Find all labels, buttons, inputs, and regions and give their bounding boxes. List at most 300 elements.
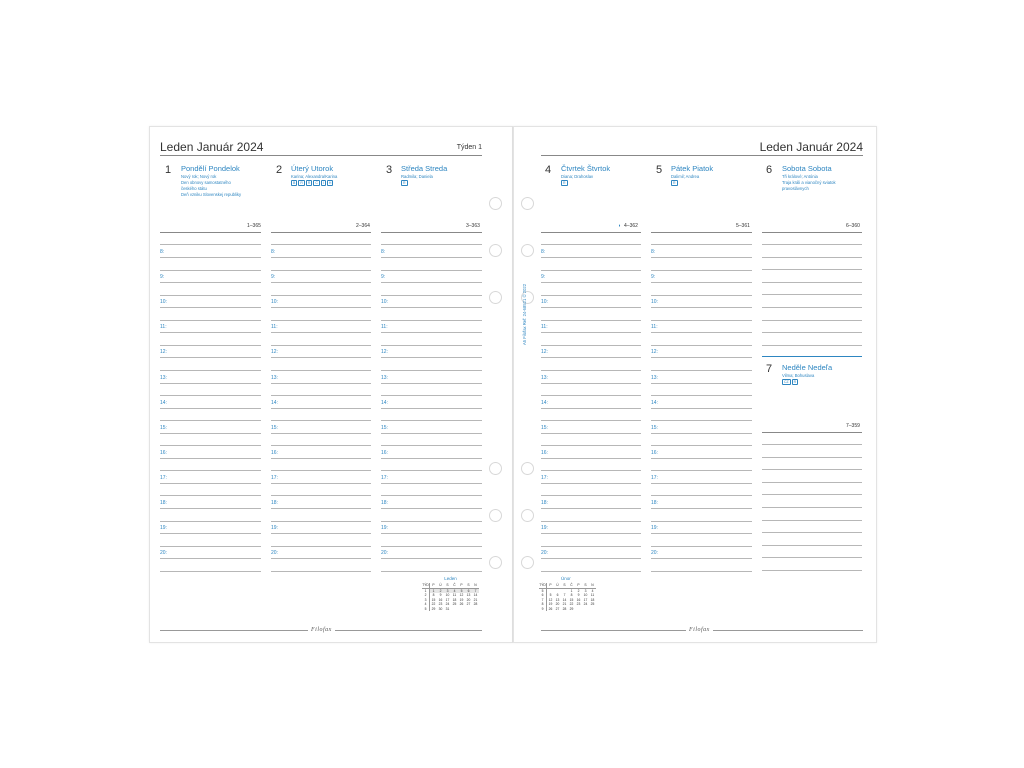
ruled-line	[271, 332, 371, 333]
ruled-line	[271, 483, 371, 484]
hour-label: 10:	[160, 299, 167, 306]
calendar-date: 16	[438, 597, 443, 602]
day-count: 3–363	[466, 223, 480, 229]
hour-label: 17:	[160, 474, 167, 481]
day-divider	[762, 356, 862, 357]
ruled-line	[160, 495, 261, 496]
calendar-date: 6	[465, 588, 472, 593]
hour-label: 19:	[160, 525, 167, 532]
ruled-line	[762, 469, 862, 470]
day-info	[561, 174, 639, 186]
ruled-line	[271, 571, 371, 572]
ruled-line	[381, 282, 482, 283]
ruled-line	[762, 557, 862, 558]
ruled-line	[160, 558, 261, 559]
calendar-date: 12	[459, 593, 464, 597]
day-info-line: Traja králi a vianočný sviatok	[782, 180, 836, 185]
ruled-line	[651, 295, 752, 296]
weekday-header: S	[561, 583, 568, 588]
hour-label: 12:	[541, 349, 548, 356]
calendar-date: 26	[548, 606, 553, 611]
ruled-line	[381, 270, 482, 271]
weekday-header: TÝD	[422, 583, 429, 587]
ruled-line	[381, 244, 482, 245]
ruled-line	[160, 357, 261, 358]
mini-calendar	[422, 576, 479, 611]
hour-label: 13:	[651, 374, 658, 381]
ruled-line	[271, 458, 371, 459]
ruled-line	[381, 433, 482, 434]
ruled-line	[271, 470, 371, 471]
calendar-date	[589, 607, 596, 612]
ruled-line	[651, 571, 752, 572]
day-top-rule	[541, 232, 641, 233]
ruled-line	[381, 408, 482, 409]
hour-label: 13:	[541, 374, 548, 381]
code-badge: C	[315, 181, 318, 185]
hour-label: 9:	[271, 274, 276, 281]
calendar-date: 24	[445, 602, 450, 606]
code-badge: R	[403, 181, 406, 185]
ruled-line	[160, 270, 261, 271]
day-name: Pondělí Pondelok	[181, 164, 240, 173]
day-name: Čtvrtek Štvrtok	[561, 164, 611, 173]
day-top-rule	[762, 232, 862, 233]
hour-label: 8:	[651, 249, 656, 255]
hour-label: 14:	[160, 399, 167, 406]
ruled-line	[541, 558, 641, 559]
calendar-date	[582, 607, 589, 612]
ruled-line	[271, 395, 371, 396]
week-number: 9	[539, 607, 547, 612]
hour-label: 15:	[541, 424, 548, 431]
ruled-line	[651, 508, 752, 509]
calendar-date: 13	[466, 593, 471, 597]
calendar-date: 8	[570, 593, 573, 597]
ruled-line	[762, 532, 862, 533]
calendar-date	[451, 607, 458, 612]
ruled-line	[160, 571, 261, 572]
hour-label: 10:	[381, 299, 388, 306]
day-info	[181, 174, 259, 198]
calendar-date: 14	[562, 597, 567, 602]
ruled-line	[381, 558, 482, 559]
ruled-line	[762, 494, 862, 495]
hour-label: 15:	[160, 424, 167, 431]
hour-label: 12:	[160, 349, 167, 356]
ruled-line	[271, 307, 371, 308]
calendar-date: 25	[452, 602, 457, 606]
calendar-date: 8	[432, 593, 435, 597]
ruled-line	[762, 332, 862, 333]
hour-label: 18:	[160, 500, 167, 506]
day-count	[618, 223, 638, 229]
day-top-rule	[762, 432, 862, 433]
calendar-date: 2	[437, 588, 444, 593]
ruled-line	[271, 521, 371, 522]
ruled-line	[651, 445, 752, 446]
day-info-line: Karina; Alexandra/Karina	[291, 174, 338, 179]
ruled-line	[160, 244, 261, 245]
ruled-line	[271, 282, 371, 283]
ruled-line	[160, 395, 261, 396]
ruled-line	[541, 282, 641, 283]
day-number: 4	[545, 164, 552, 176]
code-badge: H	[328, 181, 332, 185]
hour-label: 11:	[160, 324, 167, 331]
calendar-date: 27	[466, 602, 471, 606]
code-badge: R	[300, 181, 303, 185]
punch-hole	[489, 197, 502, 210]
ruled-line	[651, 345, 752, 346]
weekday-header: N	[589, 583, 596, 588]
day-count-value: 4–362	[624, 223, 638, 229]
day-top-rule	[651, 232, 752, 233]
ruled-line	[381, 383, 482, 384]
ruled-line	[541, 433, 641, 434]
calendar-date: 4	[451, 588, 458, 593]
ruled-line	[651, 558, 752, 559]
hour-label: 20:	[160, 550, 167, 557]
punch-hole	[489, 462, 502, 475]
hour-label: 15:	[381, 424, 388, 431]
ruled-line	[651, 332, 752, 333]
ruled-line	[381, 521, 482, 522]
calendar-date: 13	[555, 597, 560, 602]
ruled-line	[651, 395, 752, 396]
ruled-line	[271, 533, 371, 534]
ruled-line	[160, 345, 261, 346]
ruled-line	[381, 508, 482, 509]
hour-label: 9:	[381, 274, 386, 281]
calendar-date: 17	[583, 597, 588, 602]
calendar-date: 15	[431, 597, 436, 602]
punch-hole	[521, 244, 534, 257]
ruled-line	[160, 420, 261, 421]
ruled-line	[651, 458, 752, 459]
ruled-line	[271, 420, 371, 421]
day-info-line: Vilma; Bohuslava	[782, 373, 815, 378]
day-number: 3	[386, 164, 393, 176]
week-number: 5	[539, 588, 547, 593]
ruled-line	[541, 320, 641, 321]
weekday-header: P	[430, 583, 438, 588]
ruled-line	[381, 320, 482, 321]
hour-label: 16:	[541, 449, 548, 456]
weekday-header: N	[472, 583, 479, 588]
day-top-rule	[381, 232, 482, 233]
day-info-line: Tři králové; Antónia	[782, 174, 818, 179]
day-number: 7	[766, 363, 773, 375]
ruled-line	[651, 420, 752, 421]
ruled-line	[651, 282, 752, 283]
ruled-line	[381, 546, 482, 547]
hour-label: 16:	[381, 449, 388, 456]
day-count: 7–359	[846, 423, 860, 429]
ruled-line	[762, 244, 862, 245]
calendar-date: 16	[576, 597, 581, 602]
ruled-line	[271, 383, 371, 384]
mini-calendar-week	[422, 607, 479, 612]
code-badge: R	[307, 181, 311, 185]
ruled-line	[160, 445, 261, 446]
day-info-line: pravoslávnych	[782, 186, 809, 191]
ruled-line	[271, 546, 371, 547]
calendar-date: 17	[445, 597, 450, 602]
calendar-date: 1	[430, 588, 438, 593]
hour-label: 9:	[160, 274, 165, 281]
week-number: 6	[539, 593, 547, 598]
ruled-line	[762, 482, 862, 483]
ruled-line	[160, 408, 261, 409]
hour-label: 11:	[381, 324, 388, 331]
weekday-header: P	[575, 583, 582, 588]
ruled-line	[160, 458, 261, 459]
weekday-header: Ú	[554, 583, 561, 588]
ruled-line	[381, 370, 482, 371]
ruled-line	[381, 295, 482, 296]
ruled-line	[160, 320, 261, 321]
ruled-line	[160, 332, 261, 333]
punch-hole	[489, 509, 502, 522]
ruled-line	[541, 533, 641, 534]
hour-label: 10:	[271, 299, 278, 306]
day-number: 1	[165, 164, 172, 176]
calendar-date: 19	[459, 597, 464, 602]
calendar-date	[472, 607, 479, 612]
code-badge: I	[322, 181, 324, 185]
ruled-line	[271, 508, 371, 509]
title-rule	[160, 155, 482, 156]
calendar-date: 22	[569, 602, 574, 606]
ruled-line	[381, 420, 482, 421]
week-number: 4	[422, 602, 430, 607]
day-name: Sobota Sobota	[782, 164, 832, 173]
calendar-date: 5	[458, 588, 465, 593]
day-name: Středa Streda	[401, 164, 448, 173]
calendar-date: 10	[583, 593, 588, 597]
hour-label: 19:	[651, 525, 658, 532]
ruled-line	[541, 521, 641, 522]
ruled-line	[762, 269, 862, 270]
calendar-date: 9	[577, 593, 580, 597]
day-number: 5	[656, 164, 663, 176]
calendar-date: 24	[583, 602, 588, 606]
ruled-line	[541, 470, 641, 471]
page-title: Leden Január 2024	[759, 140, 863, 154]
calendar-date: 28	[473, 602, 478, 606]
weekday-header: Ú	[437, 583, 444, 588]
week-number: 5	[422, 607, 430, 612]
hour-label: 17:	[651, 474, 658, 481]
ruled-line	[762, 320, 862, 321]
ruled-line	[651, 495, 752, 496]
day-info-line: Diana; Drahoslav	[561, 174, 594, 179]
punch-hole	[521, 462, 534, 475]
ruled-line	[651, 546, 752, 547]
hour-label: 10:	[651, 299, 658, 306]
ruled-line	[381, 345, 482, 346]
punch-hole	[489, 556, 502, 569]
hour-label: 18:	[381, 500, 388, 506]
calendar-date: 4	[591, 588, 594, 593]
mini-calendar-month: Únor	[561, 576, 571, 581]
ruled-line	[541, 483, 641, 484]
left-page	[149, 126, 513, 643]
side-reference-text: A5 Filofax Ref: 24-68521 © 2022	[522, 283, 527, 345]
ruled-line	[381, 395, 482, 396]
ruled-line	[271, 433, 371, 434]
hour-label: 18:	[541, 500, 548, 506]
weekday-header: P	[458, 583, 465, 588]
ruled-line	[271, 270, 371, 271]
ruled-line	[160, 307, 261, 308]
calendar-date: 27	[555, 606, 560, 611]
filofax-logo: Filofax	[308, 627, 335, 633]
ruled-line	[271, 445, 371, 446]
ruled-line	[762, 307, 862, 308]
page-title: Leden Január 2024	[160, 140, 264, 154]
week-number: 8	[539, 602, 547, 607]
calendar-date: 25	[590, 602, 595, 606]
calendar-date: 6	[556, 593, 559, 597]
calendar-date: 7	[563, 593, 566, 597]
mini-calendar-table	[422, 583, 479, 611]
calendar-date: 2	[577, 588, 580, 593]
ruled-line	[160, 546, 261, 547]
ruled-line	[541, 357, 641, 358]
ruled-line	[381, 458, 482, 459]
calendar-date: 26	[459, 602, 464, 606]
weekday-header: S	[582, 583, 589, 588]
ruled-line	[160, 483, 261, 484]
calendar-date: 11	[452, 593, 457, 597]
calendar-date: 31	[445, 606, 450, 611]
day-info	[782, 373, 860, 385]
ruled-line	[160, 295, 261, 296]
hour-label: 8:	[541, 249, 546, 255]
day-top-rule	[160, 232, 261, 233]
hour-label: 20:	[651, 550, 658, 557]
calendar-date	[575, 607, 582, 612]
day-name: Úterý Utorok	[291, 164, 334, 173]
ruled-line	[651, 408, 752, 409]
ruled-line	[381, 445, 482, 446]
punch-hole	[489, 291, 502, 304]
ruled-line	[651, 470, 752, 471]
ruled-line	[541, 395, 641, 396]
code-badge: R	[793, 380, 797, 384]
hour-label: 19:	[541, 525, 548, 532]
holiday-codes	[561, 180, 639, 186]
day-info	[291, 174, 369, 186]
ruled-line	[381, 470, 482, 471]
punch-hole	[521, 509, 534, 522]
ruled-line	[381, 533, 482, 534]
hour-label: 15:	[651, 424, 658, 431]
ruled-line	[381, 495, 482, 496]
hour-label: 8:	[160, 249, 165, 255]
hour-label: 11:	[271, 324, 278, 331]
day-top-rule	[271, 232, 371, 233]
mini-calendar-month: Leden	[444, 576, 457, 581]
ruled-line	[651, 433, 752, 434]
hour-label: 18:	[271, 500, 278, 506]
holiday-codes	[401, 180, 479, 186]
ruled-line	[541, 257, 641, 258]
calendar-date: 5	[549, 593, 552, 597]
mini-calendar-table	[539, 583, 596, 611]
ruled-line	[541, 383, 641, 384]
ruled-line	[651, 257, 752, 258]
day-count: 1–365	[247, 223, 261, 229]
ruled-line	[541, 508, 641, 509]
calendar-date: 21	[473, 597, 478, 602]
calendar-date: 14	[473, 593, 478, 597]
hour-label: 10:	[541, 299, 548, 306]
hour-label: 13:	[381, 374, 388, 381]
day-info	[782, 174, 860, 192]
calendar-date: 11	[590, 593, 595, 597]
holiday-codes	[782, 379, 860, 385]
hour-label: 11:	[541, 324, 548, 331]
ruled-line	[541, 408, 641, 409]
ruled-line	[160, 521, 261, 522]
ruled-line	[381, 332, 482, 333]
ruled-line	[160, 433, 261, 434]
code-badge: R	[673, 181, 676, 185]
day-info-line: Dalimil; Andrea	[671, 174, 700, 179]
ruled-line	[541, 270, 641, 271]
ruled-line	[651, 521, 752, 522]
day-count: 2–364	[356, 223, 370, 229]
weekday-header: TÝD	[539, 583, 546, 587]
punch-hole	[489, 244, 502, 257]
code-badge: B	[293, 181, 296, 185]
hour-label: 16:	[160, 449, 167, 456]
calendar-date: 30	[438, 606, 443, 611]
ruled-line	[271, 408, 371, 409]
hour-label: 17:	[271, 474, 278, 481]
ruled-line	[160, 257, 261, 258]
calendar-date: 18	[590, 597, 595, 602]
weekday-header: S	[465, 583, 472, 588]
ruled-line	[541, 295, 641, 296]
calendar-date: 7	[472, 588, 479, 593]
ruled-line	[381, 307, 482, 308]
ruled-line	[271, 345, 371, 346]
punch-hole	[521, 197, 534, 210]
ruled-line	[541, 244, 641, 245]
calendar-date: 9	[439, 593, 442, 597]
ruled-line	[651, 270, 752, 271]
week-number: 7	[539, 598, 547, 603]
day-info	[671, 174, 749, 186]
ruled-line	[541, 370, 641, 371]
ruled-line	[762, 294, 862, 295]
ruled-line	[160, 370, 261, 371]
hour-label: 13:	[160, 374, 167, 381]
ruled-line	[381, 571, 482, 572]
ruled-line	[160, 470, 261, 471]
mini-calendar	[539, 576, 596, 611]
ruled-line	[541, 445, 641, 446]
hour-label: 8:	[381, 249, 386, 255]
ruled-line	[271, 257, 371, 258]
ruled-line	[651, 307, 752, 308]
ruled-line	[271, 558, 371, 559]
holiday-codes	[671, 180, 749, 186]
